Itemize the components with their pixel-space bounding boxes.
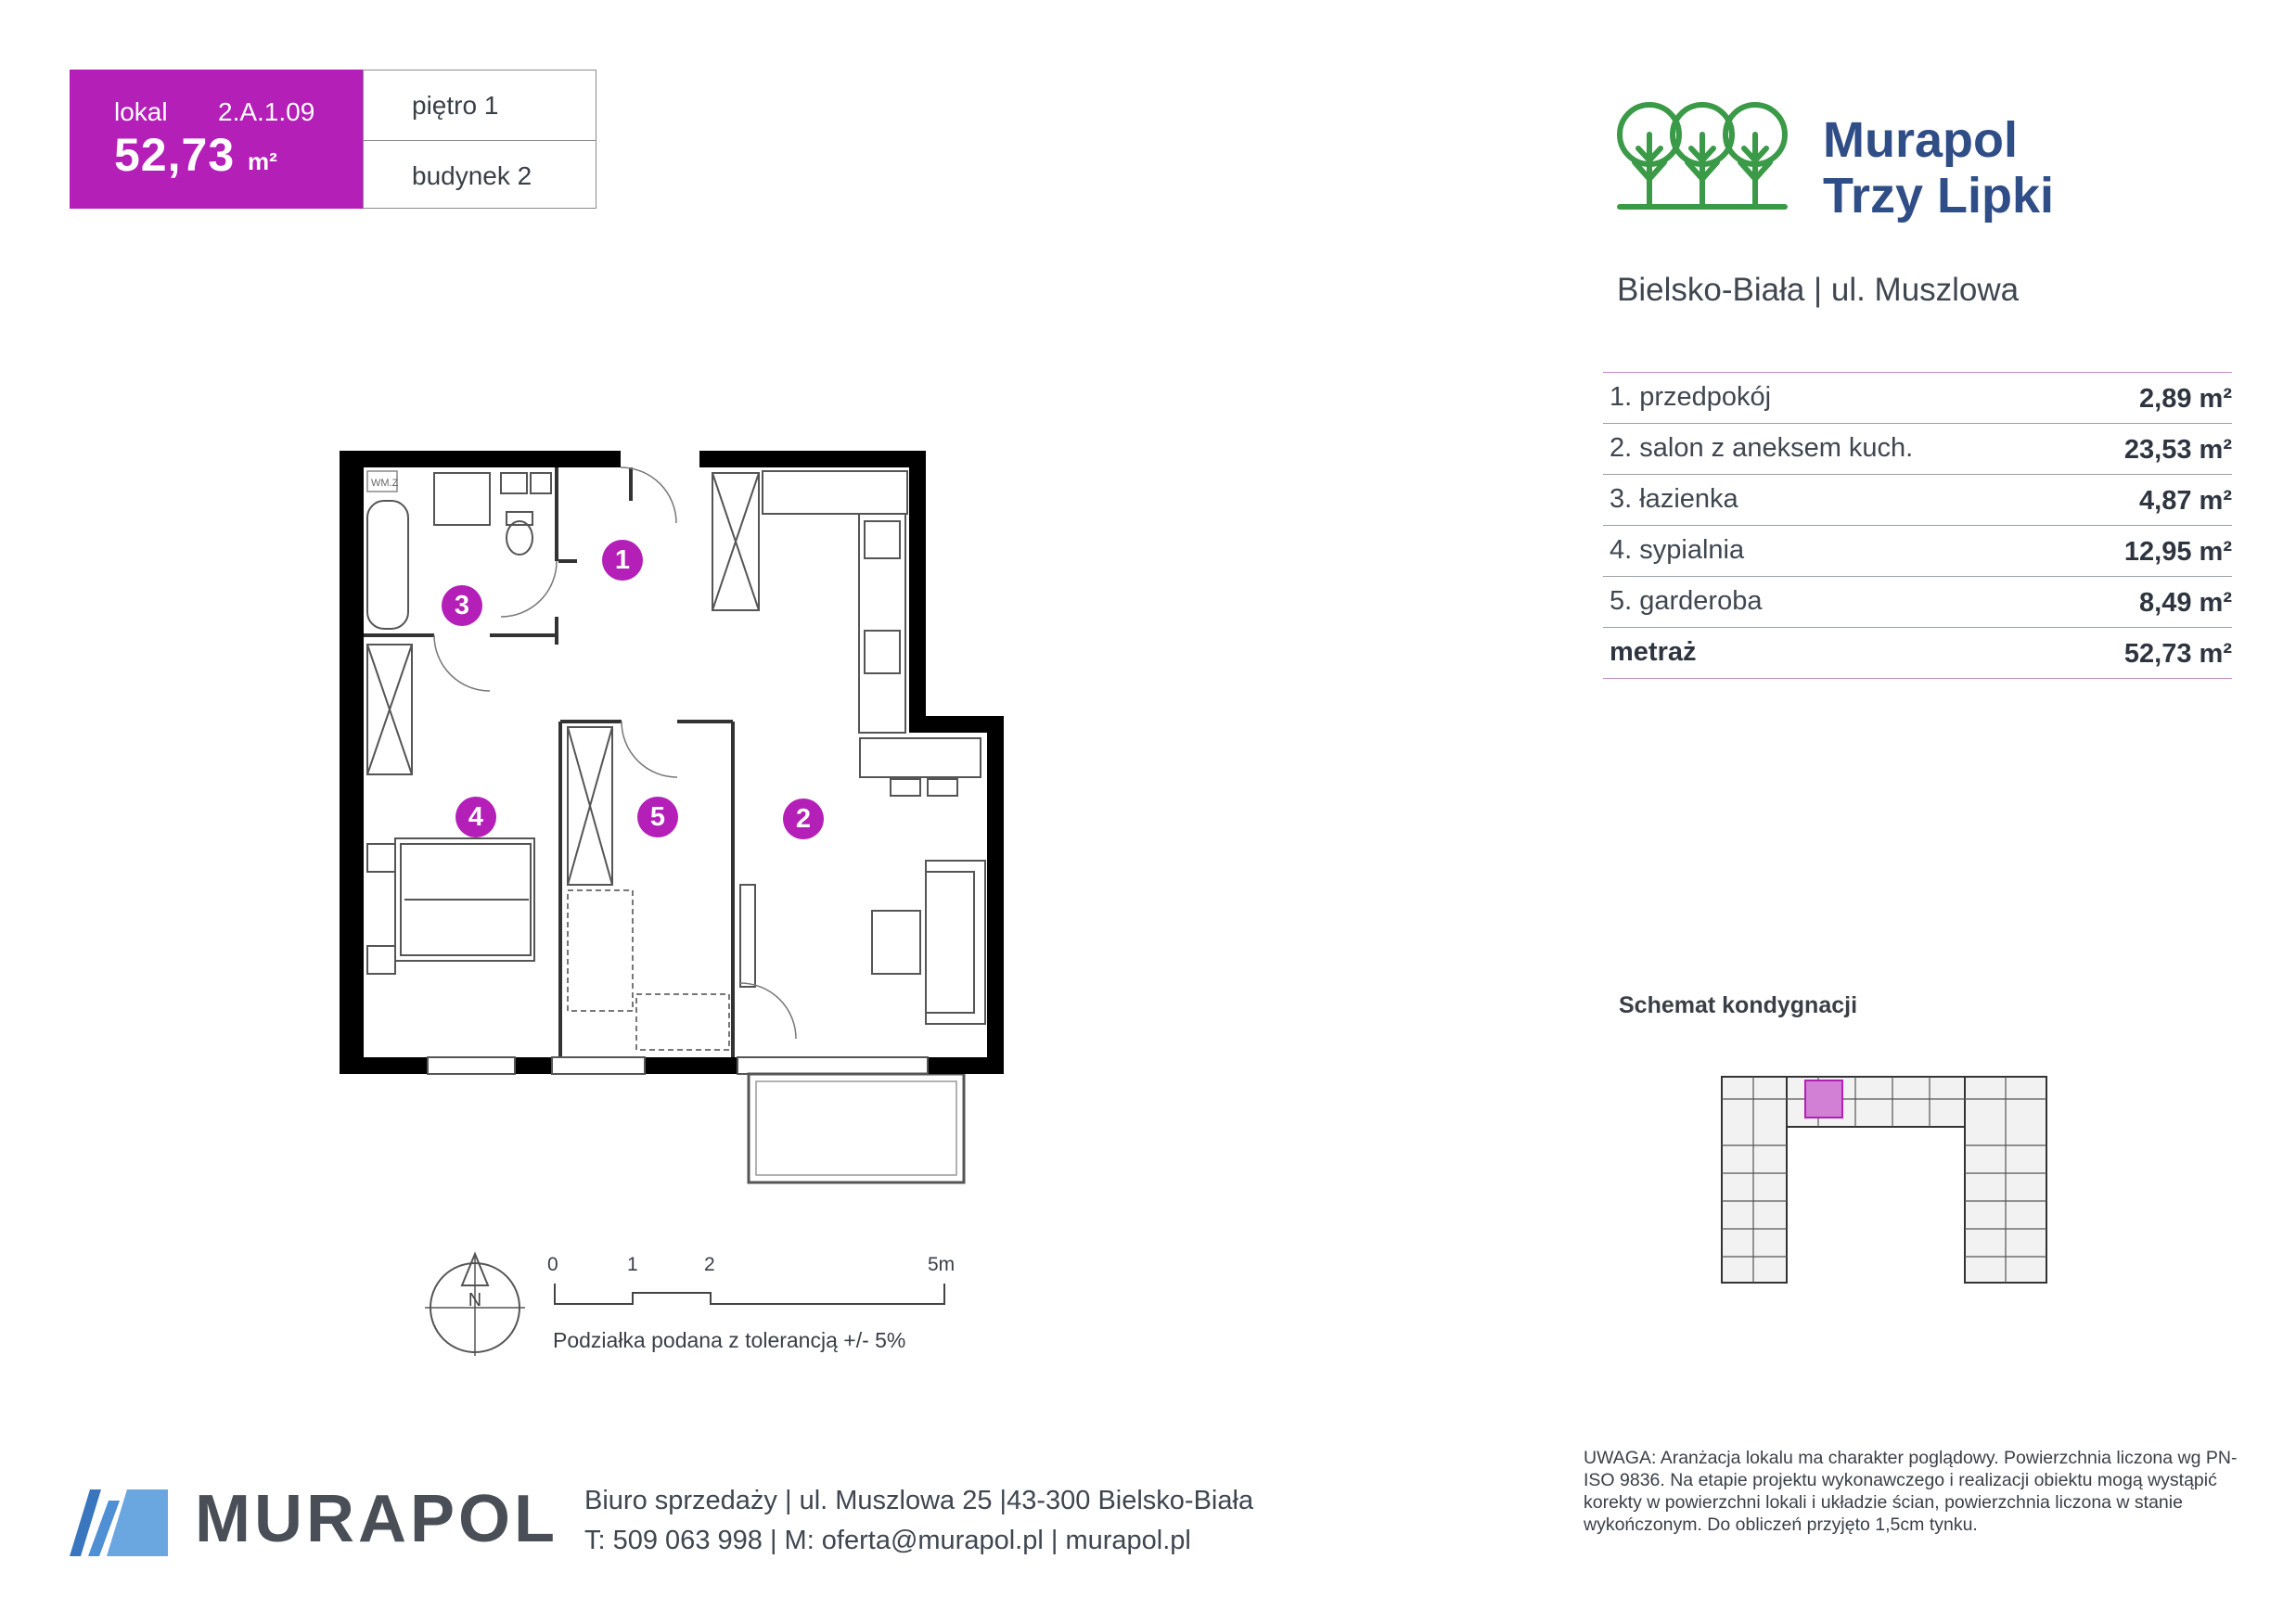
room-area: 2,89 m²	[2139, 384, 2232, 414]
room-area: 8,49 m²	[2139, 588, 2232, 618]
location-label: Bielsko-Biała | ul. Muszlowa	[1617, 272, 2020, 308]
total-row	[1603, 628, 2232, 679]
floor-label: piętro 1	[412, 91, 499, 120]
bed	[367, 838, 534, 974]
trees-logo-icon	[1616, 97, 1789, 214]
room-row	[1603, 526, 2232, 577]
outer-walls	[340, 451, 1004, 1074]
room-marker-3: 3	[442, 585, 482, 626]
lokal-code: 2.A.1.09	[218, 97, 315, 126]
north-label: N	[468, 1290, 482, 1310]
scale-tick-2: 2	[704, 1254, 715, 1275]
disclaimer: UWAGA: Aranżacja lokalu ma charakter poglądowy. Powierzchnia liczona wg PN-ISO 9836. Na etapie projektu wykonawczego i realizacji obiektu mogą wystąpić korekty w powierzchni lokali i układzie ścian, powierzchnia liczona w stanie wykończonym. Do obliczeń przyjęto 1,5cm tynku.	[1584, 1448, 2238, 1535]
scale-tick-0: 0	[547, 1254, 558, 1275]
area-value: 52,73	[114, 129, 236, 181]
footer-brand: MURAPOL	[195, 1482, 558, 1556]
room-row	[1603, 475, 2232, 526]
room-marker-4: 4	[455, 797, 496, 837]
floor-schema-diagram	[1716, 1071, 2052, 1286]
building-label: budynek 2	[364, 140, 596, 210]
room-marker-5: 5	[637, 797, 678, 837]
room-row	[1603, 577, 2232, 628]
room-row	[1603, 373, 2232, 424]
brand-title-line2: Trzy Lipki	[1823, 168, 2055, 224]
murapol-logo-icon	[70, 1489, 168, 1556]
footer-office: Biuro sprzedaży | ul. Muszlowa 25 |43-300 Bielsko-Biała	[584, 1486, 1254, 1515]
living-furniture	[740, 861, 985, 1024]
room-name: 5. garderoba	[1610, 586, 1763, 616]
footer-contact: T: 509 063 998 | M: oferta@murapol.pl | murapol.pl	[584, 1526, 1191, 1555]
scale-tick-1: 1	[627, 1254, 638, 1275]
room-area: 23,53 m²	[2123, 435, 2232, 465]
room-marker-1: 1	[602, 540, 643, 581]
scale-note: Podziałka podana z tolerancją +/- 5%	[553, 1328, 906, 1352]
schemat-label: Schemat kondygnacji	[1619, 992, 1858, 1018]
lokal-label: lokal	[114, 97, 168, 126]
room-name: 1. przedpokój	[1610, 382, 1772, 412]
unit-meta-box	[363, 70, 596, 209]
room-marker-2: 2	[783, 799, 824, 839]
room-row	[1603, 424, 2232, 475]
room-area-table	[1603, 372, 2232, 679]
highlighted-unit	[1805, 1080, 1842, 1118]
room-name: 2. salon z aneksem kuch.	[1610, 433, 1914, 463]
area-unit: m²	[248, 147, 277, 175]
scale-bar	[553, 1284, 961, 1311]
interior-walls	[364, 467, 733, 1057]
total-label: metraż	[1610, 637, 1697, 667]
compass-icon	[425, 1248, 525, 1358]
total-area: 52,73 m²	[2123, 639, 2232, 669]
room-name: 4. sypialnia	[1610, 535, 1745, 565]
room-area: 12,95 m²	[2123, 537, 2232, 567]
room-area: 4,87 m²	[2139, 486, 2232, 516]
brand-title-line1: Murapol	[1823, 112, 2018, 168]
unit-summary-box	[70, 70, 363, 209]
scale-tick-5m: 5m	[928, 1254, 956, 1275]
wm-label: WM.Z	[371, 478, 399, 489]
kitchen-counter	[763, 471, 981, 796]
balcony	[749, 1074, 964, 1182]
room-name: 3. łazienka	[1610, 484, 1738, 514]
